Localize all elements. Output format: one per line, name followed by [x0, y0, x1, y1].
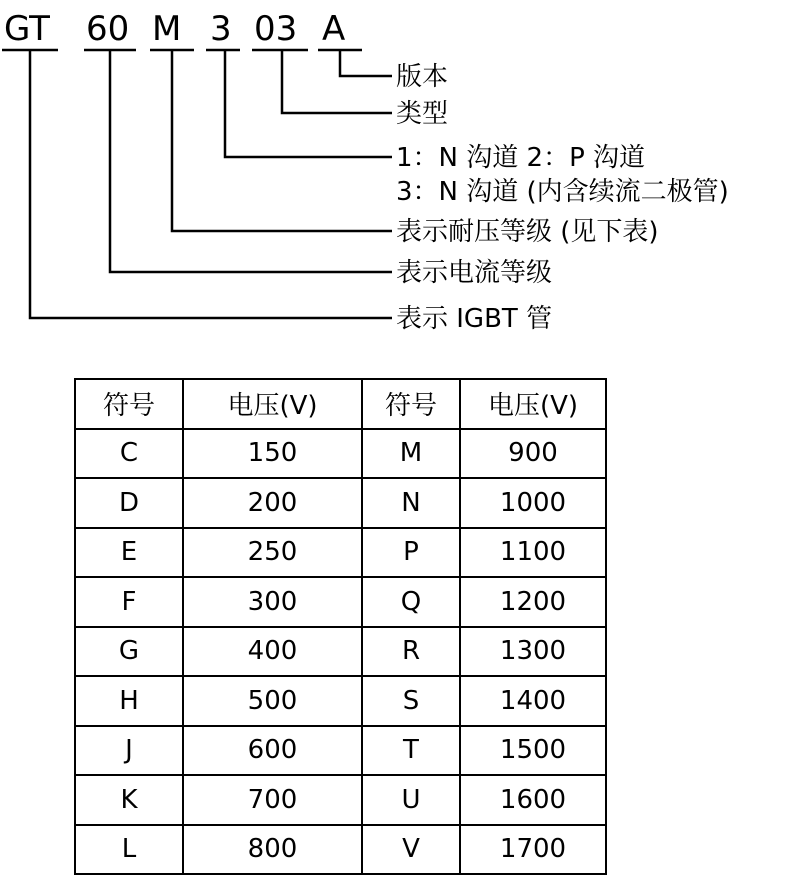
voltage-cell: 800 [183, 825, 362, 875]
voltage-cell: 1200 [460, 577, 606, 627]
code-a: A [322, 9, 346, 49]
symbol-cell: G [75, 627, 183, 677]
voltage-cell: 200 [183, 478, 362, 528]
leader-current [110, 50, 392, 272]
voltage-cell: 150 [183, 429, 362, 479]
symbol-cell: N [362, 478, 460, 528]
code-gt: GT [4, 9, 50, 49]
voltage-cell: 400 [183, 627, 362, 677]
symbol-cell: V [362, 825, 460, 875]
table-row [75, 676, 606, 726]
symbol-cell: D [75, 478, 183, 528]
label-type: 类型 [396, 99, 449, 129]
label-version: 版本 [396, 62, 449, 92]
symbol-cell: R [362, 627, 460, 677]
code-03: 03 [254, 9, 298, 49]
symbol-cell: M [362, 429, 460, 479]
header-voltage-1: 电压(V) [183, 379, 362, 429]
header-symbol-1: 符号 [75, 379, 183, 429]
symbol-cell: C [75, 429, 183, 479]
table-row [75, 478, 606, 528]
voltage-cell: 1500 [460, 726, 606, 776]
leader-version [340, 50, 392, 76]
symbol-cell: T [362, 726, 460, 776]
table-body [75, 429, 606, 875]
voltage-cell: 900 [460, 429, 606, 479]
label-channel-line2: 3：N 沟道 (内含续流二极管) [396, 177, 729, 207]
table-row [75, 429, 606, 479]
symbol-cell: U [362, 775, 460, 825]
symbol-cell: K [75, 775, 183, 825]
voltage-cell: 1700 [460, 825, 606, 875]
label-channel-line1: 1：N 沟道 2：P 沟道 [396, 143, 646, 173]
code-3: 3 [210, 9, 232, 49]
voltage-cell: 1300 [460, 627, 606, 677]
table-header-row [75, 379, 606, 429]
table-row [75, 825, 606, 875]
label-igbt: 表示 IGBT 管 [396, 304, 553, 334]
voltage-cell: 1600 [460, 775, 606, 825]
symbol-cell: J [75, 726, 183, 776]
symbol-cell: E [75, 528, 183, 578]
symbol-cell: H [75, 676, 183, 726]
voltage-cell: 1100 [460, 528, 606, 578]
leader-channel [225, 50, 392, 157]
voltage-table [74, 378, 607, 875]
code-60: 60 [86, 9, 130, 49]
code-m: M [152, 9, 182, 49]
table-row [75, 577, 606, 627]
voltage-cell: 1400 [460, 676, 606, 726]
table-row [75, 726, 606, 776]
header-symbol-2: 符号 [362, 379, 460, 429]
voltage-cell: 600 [183, 726, 362, 776]
voltage-cell: 250 [183, 528, 362, 578]
leader-igbt [30, 50, 392, 318]
voltage-cell: 500 [183, 676, 362, 726]
label-current-grade: 表示电流等级 [396, 258, 553, 288]
symbol-cell: Q [362, 577, 460, 627]
voltage-cell: 300 [183, 577, 362, 627]
symbol-cell: F [75, 577, 183, 627]
table-row [75, 627, 606, 677]
table-row [75, 528, 606, 578]
leader-type [282, 50, 392, 113]
label-voltage-grade: 表示耐压等级 (见下表) [396, 217, 659, 247]
symbol-cell: S [362, 676, 460, 726]
symbol-cell: L [75, 825, 183, 875]
table-row [75, 775, 606, 825]
voltage-cell: 1000 [460, 478, 606, 528]
voltage-cell: 700 [183, 775, 362, 825]
code-diagram [0, 0, 800, 372]
header-voltage-2: 电压(V) [460, 379, 606, 429]
symbol-cell: P [362, 528, 460, 578]
